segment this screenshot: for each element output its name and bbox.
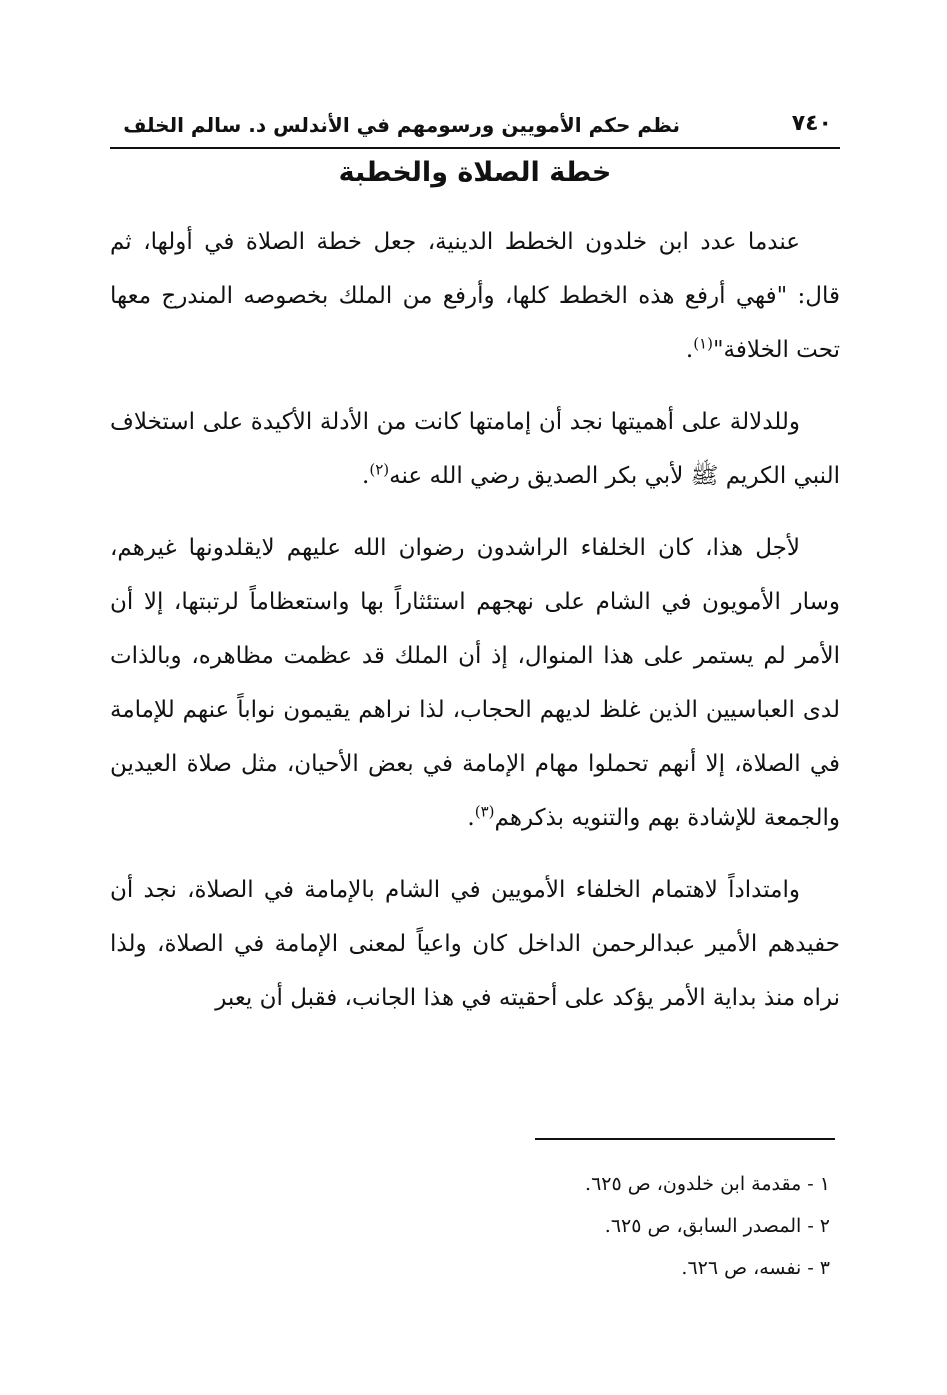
running-header [110,105,840,145]
paragraph [110,863,840,1025]
paragraph-end: . [685,337,694,363]
paragraph [110,395,840,503]
running-header-title: نظم حكم الأمويين ورسومهم في الأندلس د. سالم الخلف [123,113,680,137]
footnote: ٢ - المصدر السابق، ص ٦٢٥. [604,1215,830,1237]
footnote-separator [535,1138,835,1140]
paragraph-end: . [362,463,370,489]
footnote-reference: (١) [693,334,713,353]
footnote: ١ - مقدمة ابن خلدون، ص ٦٢٥. [585,1173,830,1195]
body-text [110,215,840,1043]
footnotes [110,1163,830,1289]
book-page [110,95,840,1355]
footnote-reference: (٢) [369,460,390,479]
paragraph [110,521,840,845]
paragraph-text: لأجل هذا، كان الخلفاء الراشدون رضوان الله عليهم لايقلدونها غيرهم، وسار الأمويون في الشام على نهجهم استئثاراً بها واستعظاماً لرتبتها، إلا أن الأمر لم يستمر على هذا المنوال، إذ أن الملك قد عظمت مظاهره، وبالذات لدى العباسيين الذين غلظ لديهم الحجاب، لذا نراهم يقيمون نواباً عنهم للإمامة في الصلاة، إلا أنهم تحملوا مهام الإمامة في بعض الأحيان، مثل صلاة العيدين والجمعة للإشادة بهم والتنويه بذكرهم [110,535,840,831]
paragraph-text: وامتداداً لاهتمام الخلفاء الأمويين في الشام بالإمامة في الصلاة، نجد أن حفيدهم الأمير عبدالرحمن الداخل كان واعياً لمعنى الإمامة في الصلاة، ولذا نراه منذ بداية الأمر يؤكد على أحقيته في هذا الجانب، فقبل أن يعبر [110,877,840,1011]
page-number: ٧٤٠ [791,111,832,136]
footnote-reference: (٣) [474,802,495,821]
paragraph-text: عندما عدد ابن خلدون الخطط الدينية، جعل خطة الصلاة في أولها، ثم قال: "فهي أرفع هذه الخطط كلها، وأرفع من الملك بخصوصه المندرج معها تحت الخلافة" [110,229,840,363]
header-rule [110,147,840,149]
paragraph [110,215,840,377]
paragraph-text: وللدلالة على أهميتها نجد أن إمامتها كانت من الأدلة الأكيدة على استخلاف النبي الكريم ﷺ لأبي بكر الصديق رضي الله عنه [110,409,840,489]
paragraph-end: . [467,805,475,831]
footnote: ٣ - نفسه، ص ٦٢٦. [681,1257,830,1279]
section-title: خطة الصلاة والخطبة [338,157,612,188]
